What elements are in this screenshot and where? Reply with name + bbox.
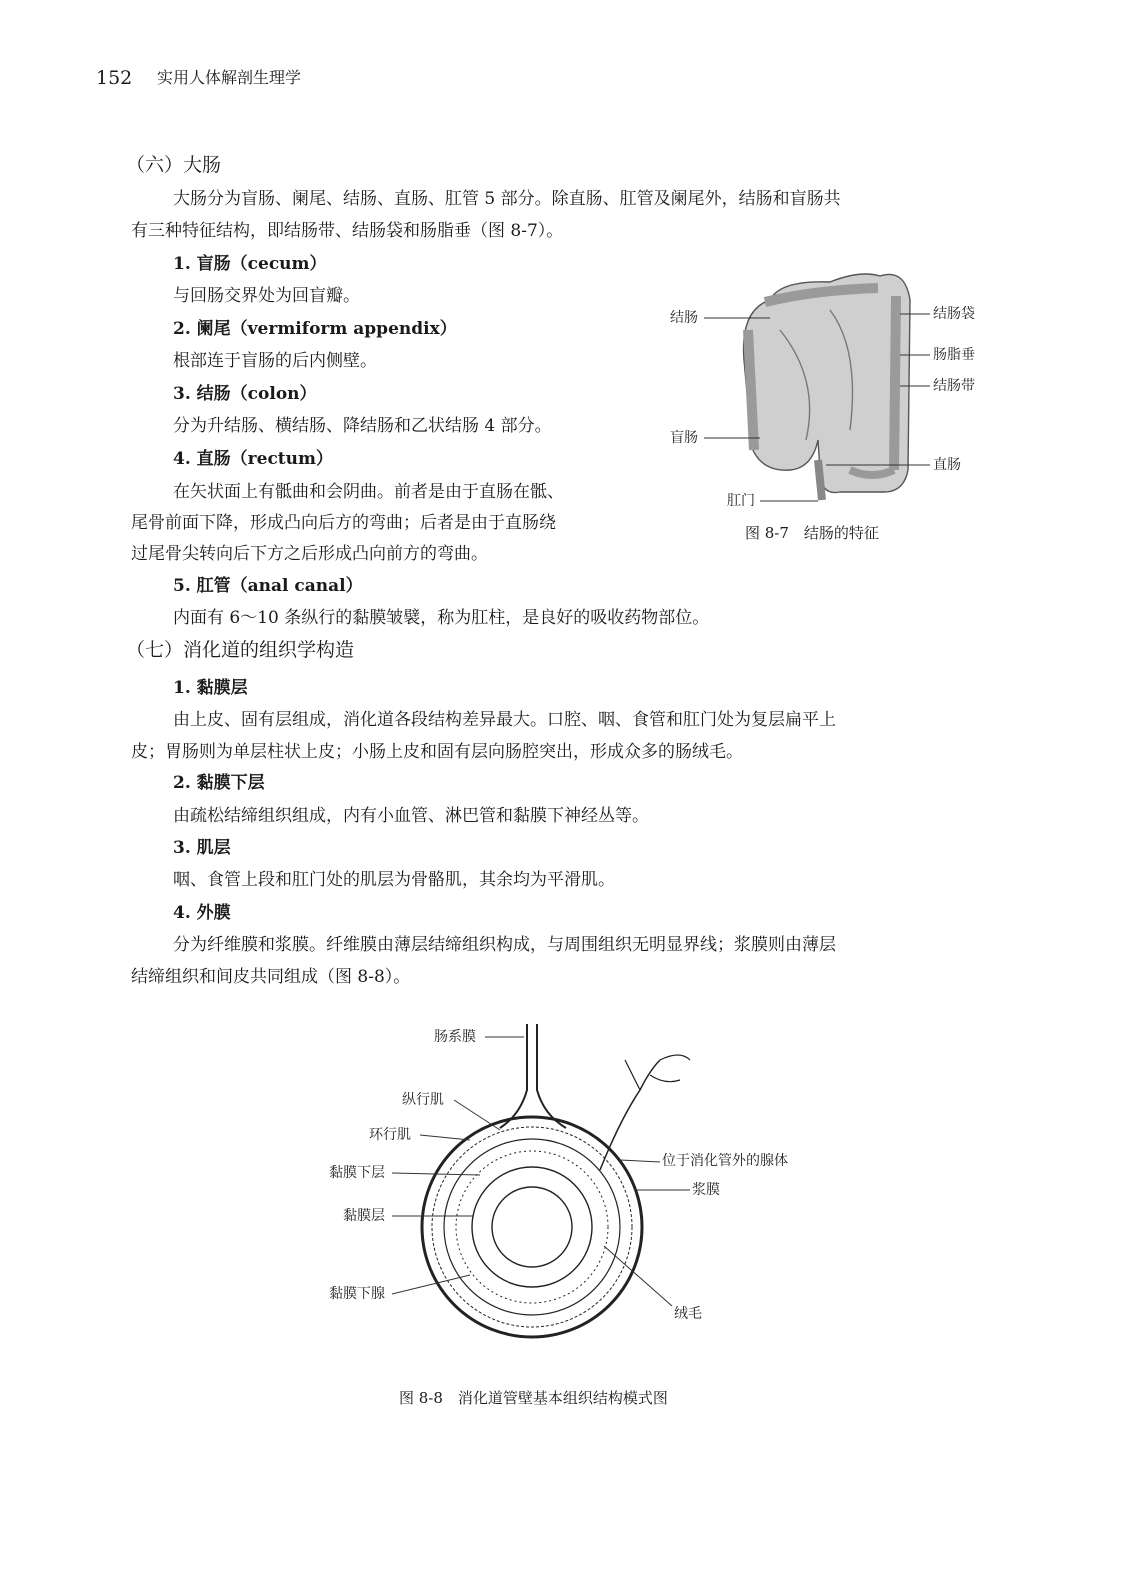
subsection-title: 1. 黏膜层 [173,678,248,698]
paragraph-line: 有三种特征结构，即结肠带、结肠袋和肠脂垂（图 8-7）。 [131,221,564,241]
label-longitudinal-muscle: 纵行肌 [402,1092,444,1108]
label-circular-muscle: 环行肌 [369,1127,411,1143]
paragraph-line: 尾骨前面下降，形成凸向后方的弯曲；后者是由于直肠绕 [131,513,556,533]
paragraph-line: 过尾骨尖转向后下方之后形成凸向前方的弯曲。 [131,544,488,564]
label-cecum: 盲肠 [670,430,698,446]
subsection-title: 3. 结肠（colon） [173,384,317,404]
subsection-title: 5. 肛管（anal canal） [173,576,363,596]
paragraph-line: 咽、食管上段和肛门处的肌层为骨骼肌，其余均为平滑肌。 [173,870,615,890]
running-title: 实用人体解剖生理学 [157,68,302,87]
label-colon: 结肠 [670,310,698,326]
paragraph-line: 根部连于盲肠的后内侧壁。 [173,351,377,371]
paragraph-line: 结缔组织和间皮共同组成（图 8-8）。 [131,967,411,987]
paragraph-line: 分为升结肠、横结肠、降结肠和乙状结肠 4 部分。 [173,416,552,436]
label-serosa: 浆膜 [692,1182,720,1198]
figure-caption: 图 8-7 结肠的特征 [745,524,879,542]
subsection-title: 4. 外膜 [173,903,231,923]
label-taeniae-coli: 结肠带 [933,378,975,394]
label-anus: 肛门 [727,493,755,509]
paragraph-line: 大肠分为盲肠、阑尾、结肠、直肠、肛管 5 部分。除直肠、肛管及阑尾外，结肠和盲肠共 [173,189,841,209]
label-mucosa: 黏膜层 [343,1208,385,1224]
paragraph-line: 由疏松结缔组织组成，内有小血管、淋巴管和黏膜下神经丛等。 [173,806,649,826]
label-haustra: 结肠袋 [933,306,975,322]
label-submucosal-gland: 黏膜下腺 [329,1286,385,1302]
paragraph-line: 皮；胃肠则为单层柱状上皮；小肠上皮和固有层向肠腔突出，形成众多的肠绒毛。 [131,742,743,762]
paragraph-line: 内面有 6～10 条纵行的黏膜皱襞，称为肛柱，是良好的吸收药物部位。 [173,608,710,628]
label-villi: 绒毛 [674,1306,702,1322]
label-rectum: 直肠 [933,457,961,473]
subsection-title: 4. 直肠（rectum） [173,449,333,469]
label-epiploic-appendages: 肠脂垂 [933,347,975,363]
label-external-gland: 位于消化管外的腺体 [662,1153,788,1169]
subsection-title: 3. 肌层 [173,838,231,858]
figure-caption: 图 8-8 消化道管壁基本组织结构模式图 [399,1389,668,1407]
subsection-title: 1. 盲肠（cecum） [173,254,327,274]
paragraph-line: 由上皮、固有层组成，消化道各段结构差异最大。口腔、咽、食管和肛门处为复层扁平上 [173,710,836,730]
paragraph-line: 与回肠交界处为回盲瓣。 [173,286,360,306]
page-number: 152 [96,67,133,89]
paragraph-line: 在矢状面上有骶曲和会阴曲。前者是由于直肠在骶、 [173,482,564,502]
section-heading: （七）消化道的组织学构造 [126,639,355,661]
subsection-title: 2. 黏膜下层 [173,773,265,793]
section-heading: （六）大肠 [126,154,222,176]
label-submucosa: 黏膜下层 [329,1165,385,1181]
label-mesentery: 肠系膜 [434,1029,476,1045]
paragraph-line: 分为纤维膜和浆膜。纤维膜由薄层结缔组织构成，与周围组织无明显界线；浆膜则由薄层 [173,935,836,955]
subsection-title: 2. 阑尾（vermiform appendix） [173,319,457,339]
